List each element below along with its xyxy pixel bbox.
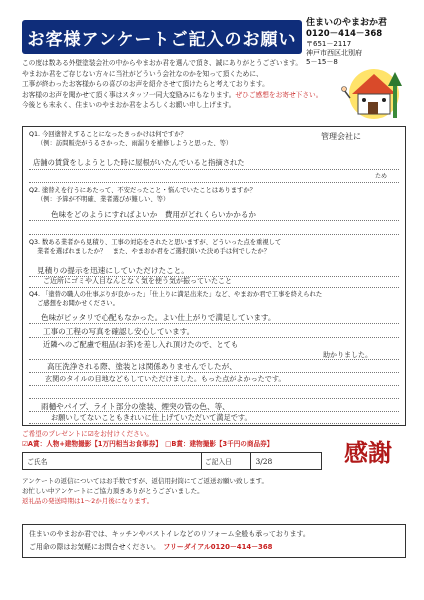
question-2-example: （例：予算が不明確、業者選びが難しい、等） <box>37 196 170 203</box>
answer-2-line-1: 色味をどのようにすればよいか 費用がどれくらいかかるか <box>51 210 257 219</box>
date-value: 3/28 <box>255 456 273 466</box>
answer-line <box>29 398 399 399</box>
gift-instruction <box>22 430 322 440</box>
closing-line: お忙しい中アンケートにご協力頂きありがとうございました。 <box>22 487 204 495</box>
gift-options <box>22 440 322 450</box>
checkbox-sample-icon: ☑ <box>87 430 94 438</box>
closing-text <box>22 476 322 506</box>
answer-line <box>29 220 399 221</box>
answer-3-line-2: ご近所にゴミや人目なんとなく気を使う気が振っていたこと <box>43 277 232 285</box>
question-2: Q2. 塗替えを行うにあたって、不安だったこと・悩んでいたことはありますか？ <box>29 187 256 194</box>
intro-line: 工事が終わったお客様からの喜びのお声を紹介させて頂けたらと考えております。 <box>22 80 269 89</box>
answer-1-note: 管理会社に <box>321 132 361 141</box>
answer-4-line-8: お願いしてないこともきれいに仕上げていただいて満足です。 <box>51 413 252 422</box>
company-address: 神戸市西区北別府 <box>306 49 362 57</box>
answer-4-line-7: 雨樋やパイプ、ライト部分の塗装、煙突の管の色、等、 <box>41 402 230 411</box>
date-label: ご記入日 <box>204 458 232 466</box>
answer-line <box>29 411 399 412</box>
intro-line: この度は数ある外壁塗装会社の中からやまおか君を選んで頂き、誠にありがとうございます。 <box>22 59 303 67</box>
answer-line <box>29 182 399 183</box>
date-label-cell <box>202 453 252 469</box>
intro-line: やまおか君をご存じない方々に当社がどういう会社なのかを知って頂くために、 <box>22 69 263 78</box>
answer-line <box>29 385 399 386</box>
footer-box <box>22 524 406 558</box>
footer-inquiry: ご用命の際はお気軽にお問合せください。 <box>29 543 157 551</box>
name-label: ご氏名 <box>27 458 48 466</box>
footer-line: 住まいのやまおか君では、キッチンやバストイレなどのリフォーム全般も承っております。 <box>29 530 310 538</box>
answer-line <box>29 359 399 360</box>
question-4: Q4. 「塗替の職人の仕事ぶりが良かった」「仕上りに満足出来た」など、やまおか君で工事を終えられた <box>29 291 323 298</box>
answer-4-line-5: 高圧洗浄される際、塗装とは関係ありませんでしたが、 <box>47 362 237 371</box>
answer-line <box>29 169 399 170</box>
answer-4-line-1: 色味がピッタリで心配もなかった。よい仕上がりで満足しています。 <box>41 313 276 322</box>
intro-emphasis: ぜひご感想をお寄せ下さい。 <box>235 90 323 99</box>
intro-line-text: お客様のお声を聞かせて頂く事はスタッフ一同大変励みにもなります。 <box>22 90 236 99</box>
page-title: お客様アンケートご記入のお願い <box>22 20 302 54</box>
gift-instruction-text-2: をお付けください。 <box>93 430 153 438</box>
answer-line <box>29 372 399 373</box>
intro-text <box>22 58 340 111</box>
company-address-2: 5－15－8 <box>306 58 338 66</box>
question-3: Q3. 数ある業者から見積り、工事の対応をされたと思いますが、どういった点を重視して <box>29 239 282 246</box>
intro-line: 今後とも末永く、住まいのやまおか君をよろしくお願い申し上げます。 <box>22 101 236 110</box>
gift-instruction-text: ご希望のプレゼントに <box>22 430 88 438</box>
footer-line-2 <box>29 541 399 554</box>
answer-4-line-6: 玄関のタイルの目地などもしていただけました。もった点がよかったです。 <box>45 374 286 383</box>
gift-option-a[interactable]: ☑A賞：人物+建物撮影【1万円相当お食事券】 <box>22 439 159 448</box>
question-4-cont: ご感想をお聞かせください。 <box>37 300 119 307</box>
answer-line <box>29 234 399 235</box>
answer-line <box>29 287 399 288</box>
question-3-cont: 業者を選ばれましたか？ また、やまおか君をご選択頂いた決め手は何でしたか？ <box>37 248 270 255</box>
answer-4-line-4: 助かりました。 <box>323 351 372 359</box>
gift-option-b[interactable]: □B賞：建物撮影【3千円の商品券】 <box>165 439 274 448</box>
closing-line: アンケートの返信についてはお手数ですが、返信用封筒にてご返送お願い致します。 <box>22 477 268 485</box>
question-1-example: （例：訪問販売がうるさかった、雨漏りを補修しようと思った、等） <box>37 140 233 147</box>
name-date-form <box>22 452 322 470</box>
answer-1-line-1: 店舗の賃貸をしようとした時に屋根がいたんでいると指摘された <box>33 158 245 167</box>
company-phone: 0120－414－368 <box>306 29 383 39</box>
answer-4-line-3: 近隣へのご配慮で粗品(お茶)を差し入れ頂けたので、とても <box>43 340 239 349</box>
date-field[interactable] <box>251 453 321 469</box>
answer-line <box>29 337 399 338</box>
question-1: Q1. 今回塗替えすることになったきっかけは何ですか？ <box>29 131 187 138</box>
answer-line <box>29 323 399 324</box>
answer-line <box>29 423 399 424</box>
gift-section <box>22 430 322 449</box>
house-mascot-icon <box>338 64 408 124</box>
closing-line: 返礼品の発送時期は1～2か月後になります。 <box>22 497 154 505</box>
company-postal: 〒651－2117 <box>306 40 352 48</box>
intro-line <box>22 90 340 101</box>
answer-1-line-2: ため <box>375 173 388 180</box>
thanks-kanji: 感謝 <box>344 438 392 467</box>
name-field[interactable] <box>23 453 202 469</box>
freedial-number[interactable]: フリーダイアル0120－414－368 <box>163 543 273 551</box>
answer-4-line-2: 工事の工程の写真を確認し安心しています。 <box>43 327 195 336</box>
answer-3-line-1: 見積りの提示を迅速にしていただけたこと。 <box>37 266 189 275</box>
survey-box <box>22 126 406 426</box>
company-name: 住まいのやまおか君 <box>306 18 388 28</box>
